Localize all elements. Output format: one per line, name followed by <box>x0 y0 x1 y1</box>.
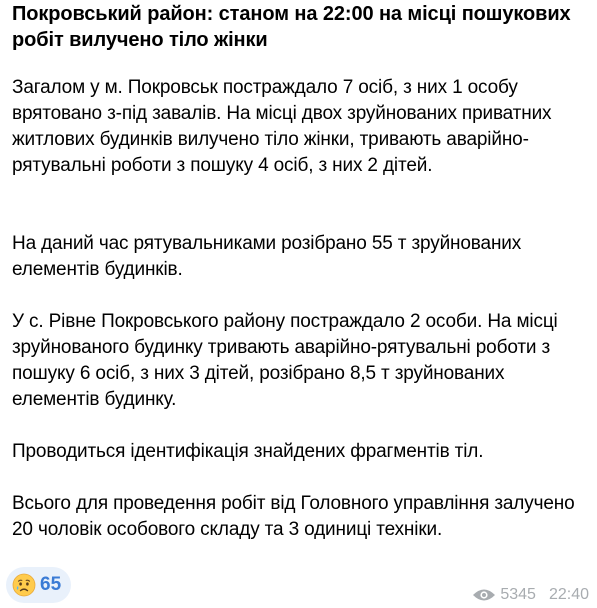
message-title-line-2: робіт вилучено тіло жінки <box>12 29 268 51</box>
message-paragraph-debris: На даний час рятувальниками розібрано 55 т зруйнованих елементів будинків. <box>12 233 522 280</box>
message-paragraph-rivne: У с. Рівне Покровського району постраждало 2 особи. На місці зруйнованого будинку тривають аварійно-рятувальні роботи з пошуку 6 осіб, з них 3 дітей, розібрано 8,5 т зруйнованих елементів будинку. <box>12 311 558 410</box>
message-paragraph-personnel: Всього для проведення робіт від Головного управління залучено 20 чоловік особового складу та 3 одиниці техніки. <box>12 493 575 540</box>
crying-face-icon <box>12 573 36 597</box>
message-paragraph-casualties: Загалом у м. Покровськ постраждало 7 осіб, з них 1 особу врятовано з-під завалів. На місці двох зруйнованих приватних житлових будинків вилучено тіло жінки, тривають аварійно-рятувальні роботи з пошуку 4 осіб, з них 2 дітей. <box>12 77 552 176</box>
view-count: 5345 <box>500 586 536 603</box>
message-time: 22:40 <box>548 586 589 603</box>
reaction-button[interactable] <box>6 567 71 603</box>
message-meta <box>472 586 589 604</box>
reaction-count: 65 <box>40 574 62 595</box>
message-paragraph-identification: Проводиться ідентифікація знайдених фрагментів тіл. <box>12 441 484 462</box>
message-title-line-1: Покровський район: станом на 22:00 на місці пошукових <box>12 3 571 25</box>
message-title <box>12 0 585 53</box>
eye-icon <box>472 587 496 603</box>
